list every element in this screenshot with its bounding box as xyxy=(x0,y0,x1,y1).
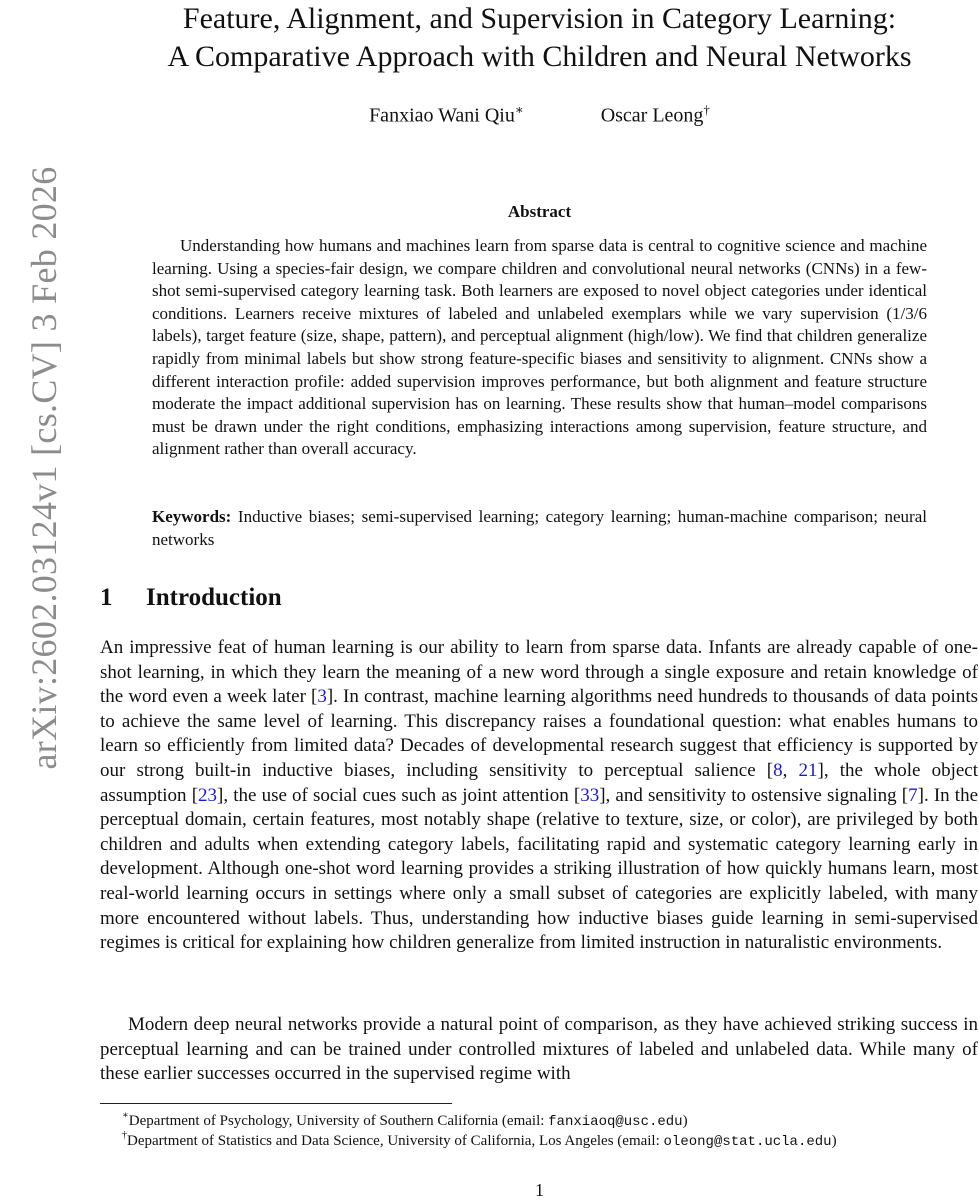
footnote-close: ) xyxy=(831,1133,837,1149)
citation-link[interactable]: 3 xyxy=(317,686,327,708)
intro-text-segment: ]. In the perceptual domain, certain features, most notably shape (relative to texture, size, or color), are privileged by both children and adults when extending category labels, facilitating rapid and systematic category learning early in development. Although one-shot word learning provides a striking illustration of how quickly humans learn, most real-world learning occurs in settings where only a small subset of categories are explicitly labeled, with many more encountered without labels. Thus, understanding how inductive biases guide learning in semi-supervised regimes is critical for explaining how children generalize from limited instruction in naturalistic environments. xyxy=(100,784,979,954)
keywords-label: Keywords: xyxy=(152,507,232,526)
footnote-close: ) xyxy=(682,1113,688,1129)
author-footnote-mark: ∗ xyxy=(514,102,524,117)
keywords xyxy=(152,506,927,551)
keywords-text: Inductive biases; semi-supervised learning; category learning; human-machine comparison; neural networks xyxy=(152,507,927,549)
paper-title-line-1: Feature, Alignment, and Supervision in Category Learning: xyxy=(182,2,897,35)
page-number: 1 xyxy=(535,1180,544,1200)
footnote-text: Department of Statistics and Data Science, University of California, Los Angeles (email: xyxy=(127,1133,664,1149)
intro-text-segment: ], the use of social cues such as joint attention [ xyxy=(217,784,581,806)
intro-text-segment: , xyxy=(782,759,799,781)
intro-text-segment: An impressive feat of human learning is our ability to learn from sparse data. Infants are already capable of one-shot learning, in which they learn the meaning of a new word through a single exposure and retain knowledge of the word even a week later [ xyxy=(100,637,978,708)
intro-text-segment: ]. In contrast, machine learning algorithms need hundreds to thousands of data points to achieve the same level of learning. This discrepancy raises a foundational question: what enables humans to learn so efficiently from limited data? Decades of developmental research suggest that efficiency is supported by our strong built-in inductive biases, including sensitivity to perceptual salience [ xyxy=(100,686,978,781)
section-number: 1 xyxy=(100,584,113,611)
footnote-text: Department of Psychology, University of Southern California (email: xyxy=(128,1113,549,1129)
citation-link[interactable]: 7 xyxy=(908,784,918,806)
intro-text-segment: ], the whole object assumption [ xyxy=(100,759,978,806)
citation-link[interactable]: 33 xyxy=(580,784,600,806)
footnote-divider xyxy=(100,1103,452,1104)
author-footnote-mark: † xyxy=(703,102,710,117)
abstract-heading: Abstract xyxy=(507,202,572,221)
paper-title-line-2: A Comparative Approach with Children and Neural Networks xyxy=(167,40,912,73)
footnote-mark: ∗ xyxy=(122,1110,129,1121)
citation-link[interactable]: 21 xyxy=(798,759,818,781)
footnote-2 xyxy=(122,1127,837,1152)
author-name: Oscar Leong xyxy=(600,104,704,127)
section-title: Introduction xyxy=(146,584,282,611)
arxiv-identifier-stamp: arXiv:2602.03124v1 [cs.CV] 3 Feb 2026 xyxy=(24,166,64,770)
section-heading-introduction xyxy=(100,584,282,612)
intro-text-segment: ], and sensitivity to ostensive signaling [ xyxy=(599,784,909,806)
intro-paragraph-1 xyxy=(100,636,978,956)
author-name: Fanxiao Wani Qiu xyxy=(369,104,515,127)
citation-link[interactable]: 23 xyxy=(198,784,218,806)
footnote-mark: † xyxy=(122,1130,127,1141)
author-2 xyxy=(601,102,710,128)
footnote-email-link[interactable]: oleong@stat.ucla.edu xyxy=(663,1134,832,1150)
author-1 xyxy=(369,102,524,128)
paper-title xyxy=(100,0,979,76)
author-list xyxy=(100,102,979,128)
footnote-email-link[interactable]: fanxiaoq@usc.edu xyxy=(548,1114,683,1130)
citation-link[interactable]: 8 xyxy=(773,759,783,781)
abstract-text: Understanding how humans and machines learn from sparse data is central to cognitive science and machine learning. Using a species-fair design, we compare children and convolutional neural networks (CNNs) in a few-shot semi-supervised category learning task. Both learners are exposed to novel object categories under identical conditions. Learners receive mixtures of labeled and unlabeled exemplars while we vary supervision (1/3/6 labels), target feature (size, shape, pattern), and perceptual alignment (high/low). We find that children generalize rapidly from minimal labels but show strong feature-specific biases and sensitivity to alignment. CNNs show a different interaction profile: added supervision improves performance, but both alignment and feature structure moderate the impact additional supervision has on learning. These results show that human–model comparisons must be drawn under the right conditions, emphasizing interactions among supervision, feature structure, and alignment rather than overall accuracy. xyxy=(152,236,927,459)
intro-paragraph-2: Modern deep neural networks provide a natural point of comparison, as they have achieved striking success in perceptual learning and can be trained under controlled mixtures of labeled and unlabeled data. While many of these earlier successes occurred in the supervised regime with xyxy=(100,1014,978,1085)
